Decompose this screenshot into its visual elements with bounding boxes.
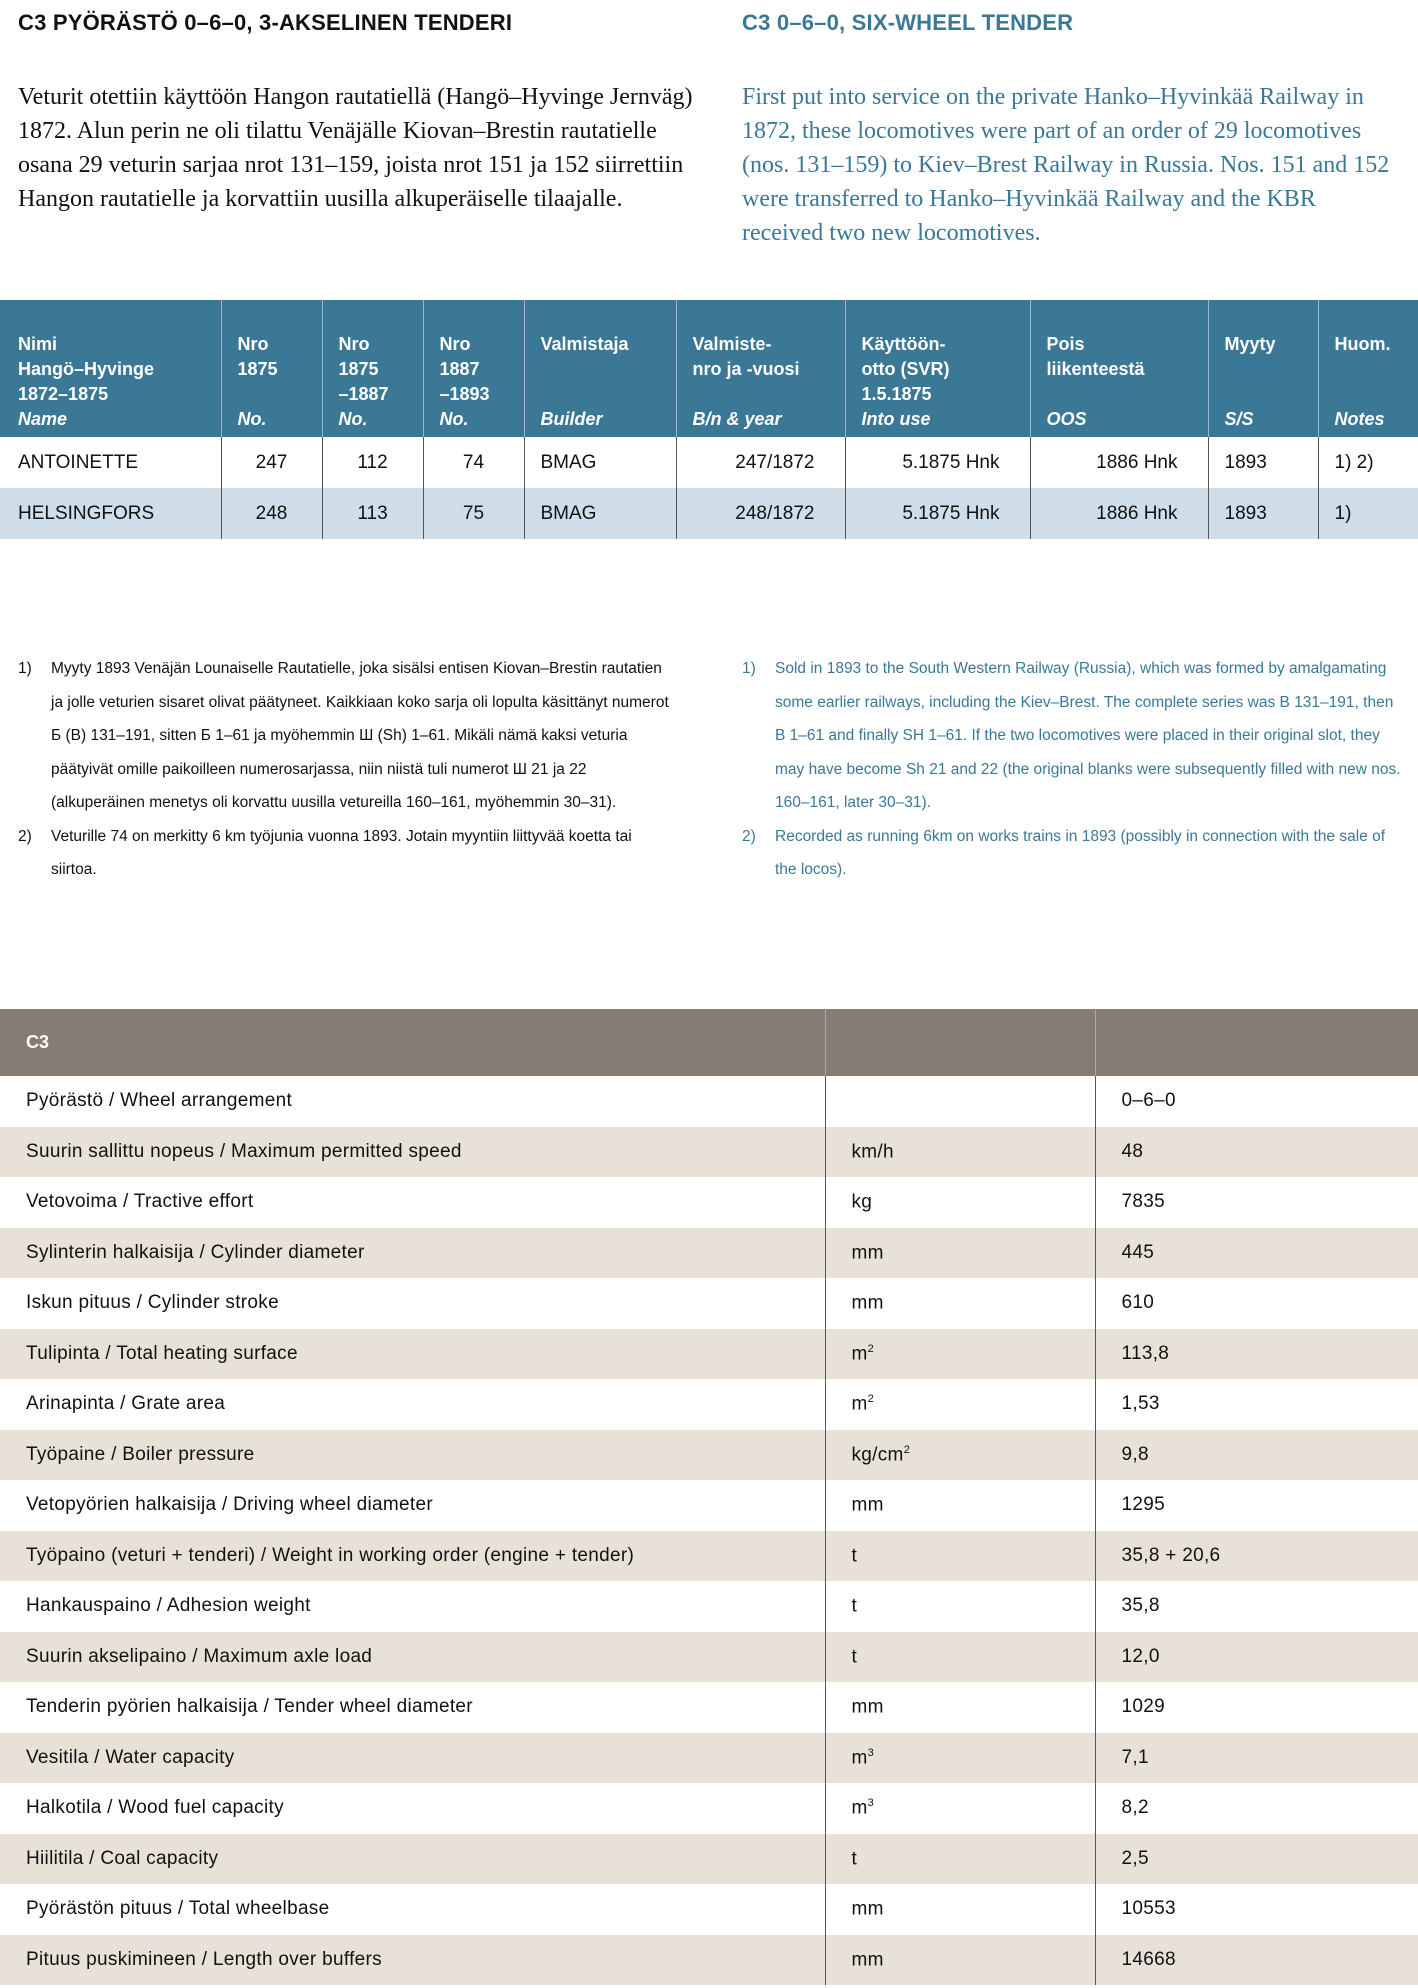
spec-label: Vesitila / Water capacity [0, 1733, 825, 1784]
spec-row [0, 1127, 1418, 1178]
column-header [423, 300, 524, 437]
english-column [742, 0, 1402, 274]
locomotive-row [0, 437, 1418, 488]
column-header [845, 300, 1030, 437]
spec-row [0, 1430, 1418, 1481]
column-header-en: No. [439, 409, 469, 429]
locomotive-cell: 113 [322, 488, 423, 539]
column-header-fi-line: liikenteestä [1046, 359, 1145, 379]
spec-header-unit [825, 1009, 1095, 1076]
column-header-fi-line: Nimi [18, 334, 58, 354]
spec-label: Pyörästön pituus / Total wheelbase [0, 1884, 825, 1935]
locomotive-cell: 248/1872 [676, 488, 845, 539]
footnote-number: 2) [18, 827, 32, 845]
column-header-fi-line: Huom. [1334, 334, 1391, 354]
spec-unit [825, 1581, 1095, 1632]
spec-label: Pituus puskimineen / Length over buffers [0, 1935, 825, 1986]
spec-unit-text: mm [851, 1241, 884, 1263]
locomotive-cell: 1) [1318, 488, 1418, 539]
spec-unit-exponent: 3 [867, 1797, 875, 1810]
spec-label: Iskun pituus / Cylinder stroke [0, 1278, 825, 1329]
column-header-fi-line: 1875 [237, 359, 278, 379]
column-header-fi-line [1335, 382, 1409, 407]
locomotive-cell: 1886 Hnk [1030, 437, 1208, 488]
column-header-fi-line: Valmistaja [540, 334, 629, 354]
spec-label: Tulipinta / Total heating surface [0, 1329, 825, 1380]
spec-label: Suurin sallittu nopeus / Maximum permitted speed [0, 1127, 825, 1178]
locomotive-cell: 1886 Hnk [1030, 488, 1208, 539]
spec-unit-exponent: 2 [867, 1342, 875, 1355]
spec-row [0, 1177, 1418, 1228]
spec-label: Hankauspaino / Adhesion weight [0, 1581, 825, 1632]
spec-unit-text: m [851, 1797, 868, 1819]
spec-unit-text: mm [851, 1948, 884, 1970]
column-header-en: No. [237, 409, 267, 429]
column-header-en: S/S [1224, 409, 1254, 429]
spec-unit-text: m [851, 1746, 868, 1768]
footnote-text: Recorded as running 6km on works trains in 1893 (possibly in connection with the sale of the locos). [775, 827, 1385, 878]
spec-header-value [1095, 1009, 1418, 1076]
spec-row [0, 1278, 1418, 1329]
spec-row [0, 1581, 1418, 1632]
locomotive-cell: 75 [423, 488, 524, 539]
column-header-fi-line: –1893 [439, 384, 490, 404]
spec-row [0, 1329, 1418, 1380]
locomotive-cell: 248 [221, 488, 322, 539]
footnote-number: 1) [742, 660, 756, 677]
footnote [742, 820, 1407, 887]
spec-label: Suurin akselipaino / Maximum axle load [0, 1632, 825, 1683]
column-header [0, 300, 221, 437]
spec-unit [825, 1430, 1095, 1481]
column-header-en: B/n & year [692, 409, 782, 429]
spec-unit-exponent: 2 [903, 1443, 911, 1456]
column-header-en: No. [338, 409, 368, 429]
spec-unit-exponent: 3 [867, 1746, 875, 1759]
finnish-column [18, 0, 708, 240]
spec-value: 113,8 [1095, 1329, 1418, 1380]
column-header-fi-line [1225, 382, 1308, 407]
spec-unit [825, 1379, 1095, 1430]
footnote [18, 652, 678, 820]
spec-unit [825, 1228, 1095, 1279]
column-header-fi-line: –1887 [338, 384, 389, 404]
column-header-fi-line [1335, 357, 1409, 382]
specifications-header [0, 1009, 1418, 1076]
intro-english: First put into service on the private Hanko–Hyvinkää Railway in 1872, these locomotives were part of an order of 29 locomotives (nos. 131–159) to Kiev–Brest Railway in Russia. Nos. 151 and 152 were transferred to Hanko–Hyvinkää Railway and the KBR received two new locomotives. [742, 84, 1390, 246]
locomotive-cell: 247 [221, 437, 322, 488]
spec-value: 48 [1095, 1127, 1418, 1178]
column-header-en: Builder [540, 409, 603, 429]
spec-unit [825, 1733, 1095, 1784]
footnote [742, 652, 1407, 820]
column-header-fi-line: 1872–1875 [18, 384, 109, 404]
locomotive-table-header [0, 300, 1418, 437]
spec-label: Työpaine / Boiler pressure [0, 1430, 825, 1481]
footnotes-finnish [18, 652, 678, 887]
spec-unit [825, 1076, 1095, 1127]
spec-unit-text: km/h [851, 1140, 894, 1162]
locomotive-cell: 5.1875 Hnk [845, 437, 1030, 488]
footnotes-english [742, 652, 1407, 887]
spec-value: 1295 [1095, 1480, 1418, 1531]
locomotive-cell: HELSINGFORS [0, 488, 221, 539]
spec-row [0, 1783, 1418, 1834]
column-header-fi-line [541, 382, 666, 407]
footnote-text: Sold in 1893 to the South Western Railway (Russia), which was formed by amalgamating some earlier railways, including the Kiev–Brest. The complete series was B 131–191, then B 1–61 and finally SH 1–61. If the two locomotives were placed in their original slot, they may have become Sh 21 and 22 (the original blanks were subsequently filled with new nos. 160–161, later 30–31). [775, 660, 1401, 811]
spec-unit-text: t [851, 1847, 858, 1869]
spec-value: 10553 [1095, 1884, 1418, 1935]
column-header-fi-line: Valmiste- [692, 334, 772, 354]
spec-label: Arinapinta / Grate area [0, 1379, 825, 1430]
footnote-text: Myyty 1893 Venäjän Lounaiselle Rautatielle, joka sisälsi entisen Kiovan–Brestin rautatien ja jolle veturien sisaret olivat päätyneet. Kaikkiaan koko sarja oli lopulta käsittänyt numerot Б (B) 131–191, sitten Б 1–61 ja myöhemmin Ш (Sh) 1–61. Mikäli nämä kaksi veturia päätyivät omille paikoilleen numerosarjassa, niin niistä tuli numerot Ш 21 ja 22 (alkuperäinen menetys oli korvattu uusilla vetureilla 160–161, myöhemmin 30–31). [51, 660, 669, 811]
locomotive-cell: 247/1872 [676, 437, 845, 488]
spec-unit [825, 1531, 1095, 1582]
spec-unit [825, 1884, 1095, 1935]
spec-label: Vetopyörien halkaisija / Driving wheel diameter [0, 1480, 825, 1531]
column-header-fi-line [693, 382, 835, 407]
spec-unit-text: mm [851, 1292, 884, 1314]
spec-unit [825, 1935, 1095, 1986]
locomotive-cell: BMAG [524, 488, 676, 539]
locomotive-cell: 1893 [1208, 488, 1318, 539]
spec-row [0, 1228, 1418, 1279]
spec-value: 2,5 [1095, 1834, 1418, 1885]
locomotive-cell: 112 [322, 437, 423, 488]
column-header-fi-line [541, 357, 666, 382]
spec-label: Työpaino (veturi + tenderi) / Weight in working order (engine + tender) [0, 1531, 825, 1582]
column-header-en: Notes [1334, 409, 1385, 429]
column-header-fi-line: Nro [237, 334, 269, 354]
column-header [1318, 300, 1418, 437]
column-header-fi-line: nro ja -vuosi [692, 359, 800, 379]
page-title-finnish: C3 PYÖRÄSTÖ 0–6–0, 3-AKSELINEN TENDERI [18, 10, 513, 35]
column-header-fi-line: 1887 [439, 359, 480, 379]
spec-unit-text: t [851, 1645, 858, 1667]
locomotive-row [0, 488, 1418, 539]
locomotive-cell: 74 [423, 437, 524, 488]
spec-unit-text: t [851, 1595, 858, 1617]
spec-unit [825, 1632, 1095, 1683]
locomotive-cell: 1893 [1208, 437, 1318, 488]
spec-label: Sylinterin halkaisija / Cylinder diameter [0, 1228, 825, 1279]
footnote-text: Veturille 74 on merkitty 6 km työjunia vuonna 1893. Jotain myyntiin liittyvää koetta tai siirtoa. [51, 827, 632, 878]
spec-label: Vetovoima / Tractive effort [0, 1177, 825, 1228]
spec-row [0, 1076, 1418, 1127]
spec-unit-text: t [851, 1544, 858, 1566]
column-header-fi-line [1225, 357, 1308, 382]
spec-unit [825, 1127, 1095, 1178]
spec-unit-text: m [851, 1393, 868, 1415]
column-header-fi-line: Pois [1046, 334, 1085, 354]
spec-value: 12,0 [1095, 1632, 1418, 1683]
spec-row [0, 1935, 1418, 1986]
column-header [1208, 300, 1318, 437]
spec-unit [825, 1682, 1095, 1733]
locomotive-cell: 1) 2) [1318, 437, 1418, 488]
page-title-english: C3 0–6–0, SIX-WHEEL TENDER [742, 10, 1074, 35]
column-header [676, 300, 845, 437]
spec-value: 610 [1095, 1278, 1418, 1329]
footnote [18, 820, 678, 887]
column-header [1030, 300, 1208, 437]
spec-unit [825, 1480, 1095, 1531]
spec-label: Tenderin pyörien halkaisija / Tender wheel diameter [0, 1682, 825, 1733]
column-header-fi-line: Nro [439, 334, 471, 354]
spec-row [0, 1733, 1418, 1784]
spec-value: 1,53 [1095, 1379, 1418, 1430]
spec-value: 7835 [1095, 1177, 1418, 1228]
column-header-fi-line: Myyty [1224, 334, 1276, 354]
footnote-number: 2) [742, 827, 756, 845]
locomotive-cell: ANTOINETTE [0, 437, 221, 488]
spec-unit-text: mm [851, 1898, 884, 1920]
column-header [322, 300, 423, 437]
spec-row [0, 1834, 1418, 1885]
column-header [524, 300, 676, 437]
spec-unit [825, 1177, 1095, 1228]
spec-unit [825, 1834, 1095, 1885]
spec-unit-text: m [851, 1342, 868, 1364]
spec-header-class: C3 [0, 1009, 825, 1076]
spec-value: 8,2 [1095, 1783, 1418, 1834]
spec-unit-text: mm [851, 1696, 884, 1718]
spec-label: Hiilitila / Coal capacity [0, 1834, 825, 1885]
column-header-en: Name [18, 409, 68, 429]
spec-unit-text: mm [851, 1494, 884, 1516]
column-header [221, 300, 322, 437]
column-header-fi-line: 1.5.1875 [861, 384, 932, 404]
spec-unit [825, 1783, 1095, 1834]
specifications-table [0, 1009, 1418, 1985]
spec-value: 35,8 [1095, 1581, 1418, 1632]
spec-value: 14668 [1095, 1935, 1418, 1986]
column-header-fi-line: Käyttöön- [861, 334, 946, 354]
column-header-fi-line [238, 382, 312, 407]
spec-row [0, 1480, 1418, 1531]
spec-row [0, 1632, 1418, 1683]
spec-value: 1029 [1095, 1682, 1418, 1733]
spec-unit [825, 1329, 1095, 1380]
spec-row [0, 1379, 1418, 1430]
spec-unit-exponent: 2 [867, 1393, 875, 1406]
column-header-fi-line: Nro [338, 334, 370, 354]
locomotive-table [0, 300, 1418, 539]
spec-unit-text: kg [851, 1191, 873, 1213]
spec-value: 0–6–0 [1095, 1076, 1418, 1127]
column-header-en: OOS [1046, 409, 1087, 429]
spec-value: 7,1 [1095, 1733, 1418, 1784]
spec-value: 9,8 [1095, 1430, 1418, 1481]
column-header-fi-line: Hangö–Hyvinge [18, 359, 155, 379]
spec-value: 35,8 + 20,6 [1095, 1531, 1418, 1582]
footnote-number: 1) [18, 660, 32, 677]
spec-unit-text: kg/cm [851, 1443, 904, 1465]
spec-row [0, 1531, 1418, 1582]
column-header-fi-line [1047, 382, 1198, 407]
locomotive-cell: BMAG [524, 437, 676, 488]
spec-value: 445 [1095, 1228, 1418, 1279]
spec-label: Halkotila / Wood fuel capacity [0, 1783, 825, 1834]
column-header-fi-line: otto (SVR) [861, 359, 950, 379]
spec-row [0, 1682, 1418, 1733]
spec-label: Pyörästö / Wheel arrangement [0, 1076, 825, 1127]
column-header-fi-line: 1875 [338, 359, 379, 379]
locomotive-cell: 5.1875 Hnk [845, 488, 1030, 539]
spec-row [0, 1884, 1418, 1935]
column-header-en: Into use [861, 409, 931, 429]
intro-finnish: Veturit otettiin käyttöön Hangon rautatiellä (Hangö–Hyvinge Jernväg) 1872. Alun perin ne oli tilattu Venäjälle Kiovan–Brestin rautatielle osana 29 veturin sarjaa nrot 131–159, joista nrot 151 ja 152 siirrettiin Hangon rautatielle ja korvattiin uusilla alkuperäiselle tilaajalle. [18, 84, 693, 212]
spec-unit [825, 1278, 1095, 1329]
